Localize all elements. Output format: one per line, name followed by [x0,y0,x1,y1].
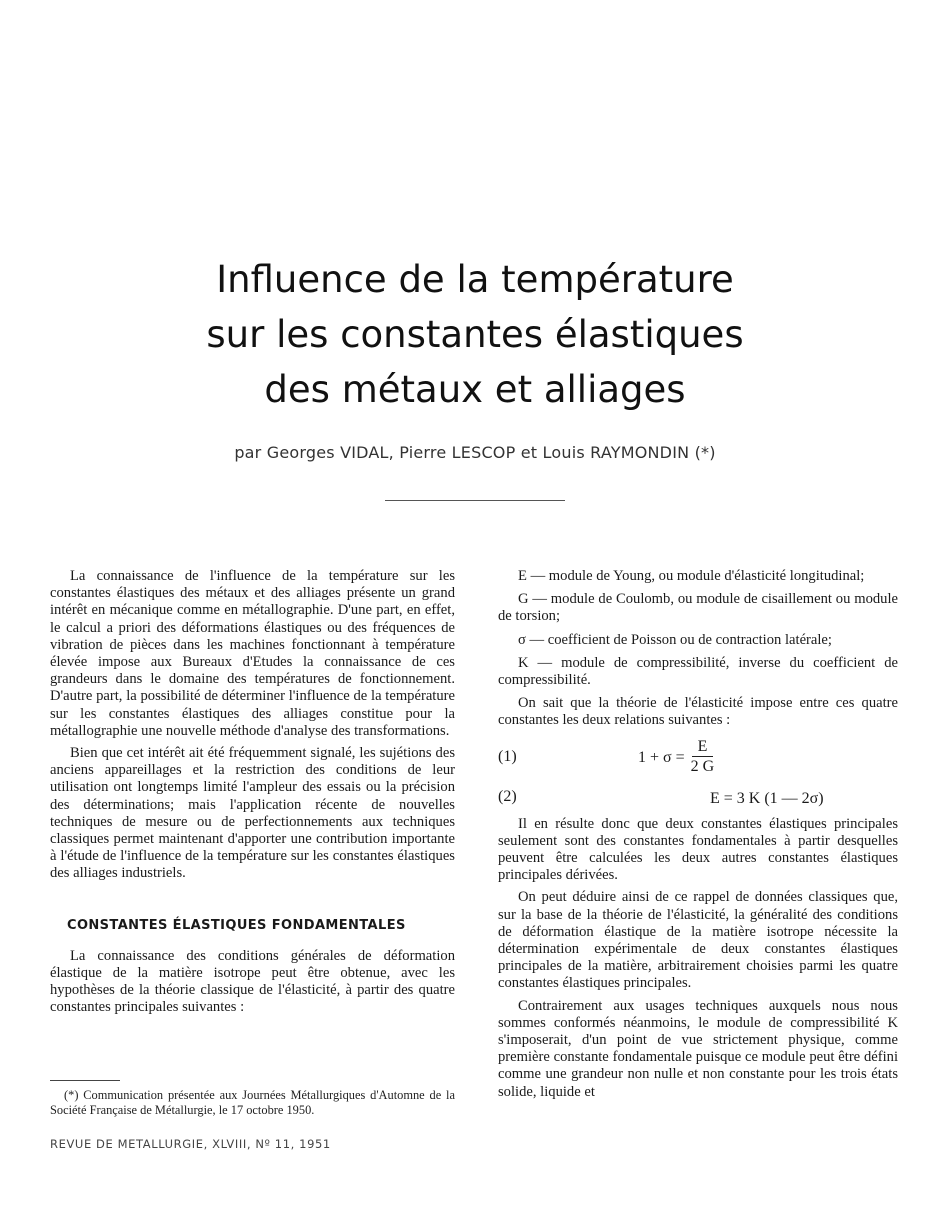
equation-2 [498,786,898,812]
equation-1-fraction [691,738,715,777]
body-paragraph-1: Il en résulte donc que deux constantes élastiques principales seulement sont des constantes fondamentales à partir desquelles peuvent être calculées les deux autres constantes élastiques principales dérivées. [498,815,898,884]
equation-2-number: (2) [498,787,517,805]
equation-1-number: (1) [498,747,517,765]
equation-1-body [638,738,714,778]
title-line-3: des métaux et alliages [264,368,686,411]
right-column [498,568,898,1106]
left-column [50,568,455,1022]
title-divider [385,500,565,501]
definition-compressibility-modulus: K — module de compressibilité, inverse du coefficient de compressibilité. [498,654,898,689]
footnote: (*) Communication présentée aux Journées Métallurgiques d'Automne de la Société Française de Métallurgie, le 17 octobre 1950. [50,1088,455,1117]
equation-1-denominator: 2 G [690,758,715,776]
equation-2-expression: E = 3 K (1 — 2σ) [710,790,824,808]
article-title [140,252,810,417]
journal-reference: REVUE DE METALLURGIE, XLVIII, Nº 11, 1951 [50,1137,331,1151]
title-line-1: Influence de la température [216,258,734,301]
title-line-2: sur les constantes élastiques [206,313,744,356]
definition-young-modulus: E — module de Young, ou module d'élasticité longitudinal; [518,568,865,584]
section-heading: CONSTANTES ÉLASTIQUES FONDAMENTALES [67,917,406,933]
equation-1 [498,738,898,778]
equation-1-numerator: E [692,738,714,757]
relations-intro-paragraph: On sait que la théorie de l'élasticité impose entre ces quatre constantes les deux relations suivantes : [498,695,898,729]
author-byline: par Georges VIDAL, Pierre LESCOP et Louis RAYMONDIN (*) [234,443,716,462]
intro-paragraph-1: La connaissance de l'influence de la température sur les constantes élastiques des métaux et des alliages présente un grand intérêt en mécanique comme en métallographie. D'une part, en effet, le calcul a priori des déformations élastiques ou des fréquences de vibration de pièces dans les machines fonctionnant à température élevée impose aux Bureaux d'Etudes la connaissance de ces grandeurs dans le domaine des températures de fonctionnement. D'autre part, la possibilité de déterminer l'influence de la température sur les constantes élastiques des alliages constitue pour la métallographie une nouvelle méthode d'analyse des transformations. [50,568,455,739]
equation-1-lhs: 1 + σ = [638,749,685,767]
footnote-divider [50,1080,120,1081]
definition-poisson-coefficient: σ — coefficient de Poisson ou de contraction latérale; [518,631,832,648]
intro-paragraph-2: Bien que cet intérêt ait été fréquemment signalé, les sujétions des anciens appareillages et la restriction des conditions de leur utilisation ont longtemps limité l'ampleur des essais ou la précision des déterminations; mais l'application récente de nouvelles techniques de mesure ou de perfectionnements aux techniques classiques permet maintenant d'apporter une contribution importante à l'étude de l'influence de la température sur les constantes élastiques des alliages industriels. [50,745,455,882]
body-paragraph-2: On peut déduire ainsi de ce rappel de données classiques que, sur la base de la théorie de l'élasticité, la généralité des conditions de déformation élastique de la matière isotrope nécessite la détermination expérimentale de deux constantes élastiques principales de la matière, arbitrairement choisies parmi les quatre constantes élastiques principales. [498,889,898,992]
body-paragraph-3: Contrairement aux usages techniques auxquels nous nous sommes conformés néanmoins, le module de compressibilité K s'imposerait, d'un point de vue strictement physique, comme première constante fondamentale puisque ce module peut être défini comme une grandeur non nulle et non constante pour les trois états solide, liquide et [498,997,898,1100]
section-paragraph: La connaissance des conditions générales de déformation élastique de la matière isotrope peut être obtenue, avec les hypothèses de la théorie classique de l'élasticité, à partir des quatre constantes principales suivantes : [50,947,455,1016]
definition-coulomb-modulus: G — module de Coulomb, ou module de cisaillement ou module de torsion; [498,591,898,625]
